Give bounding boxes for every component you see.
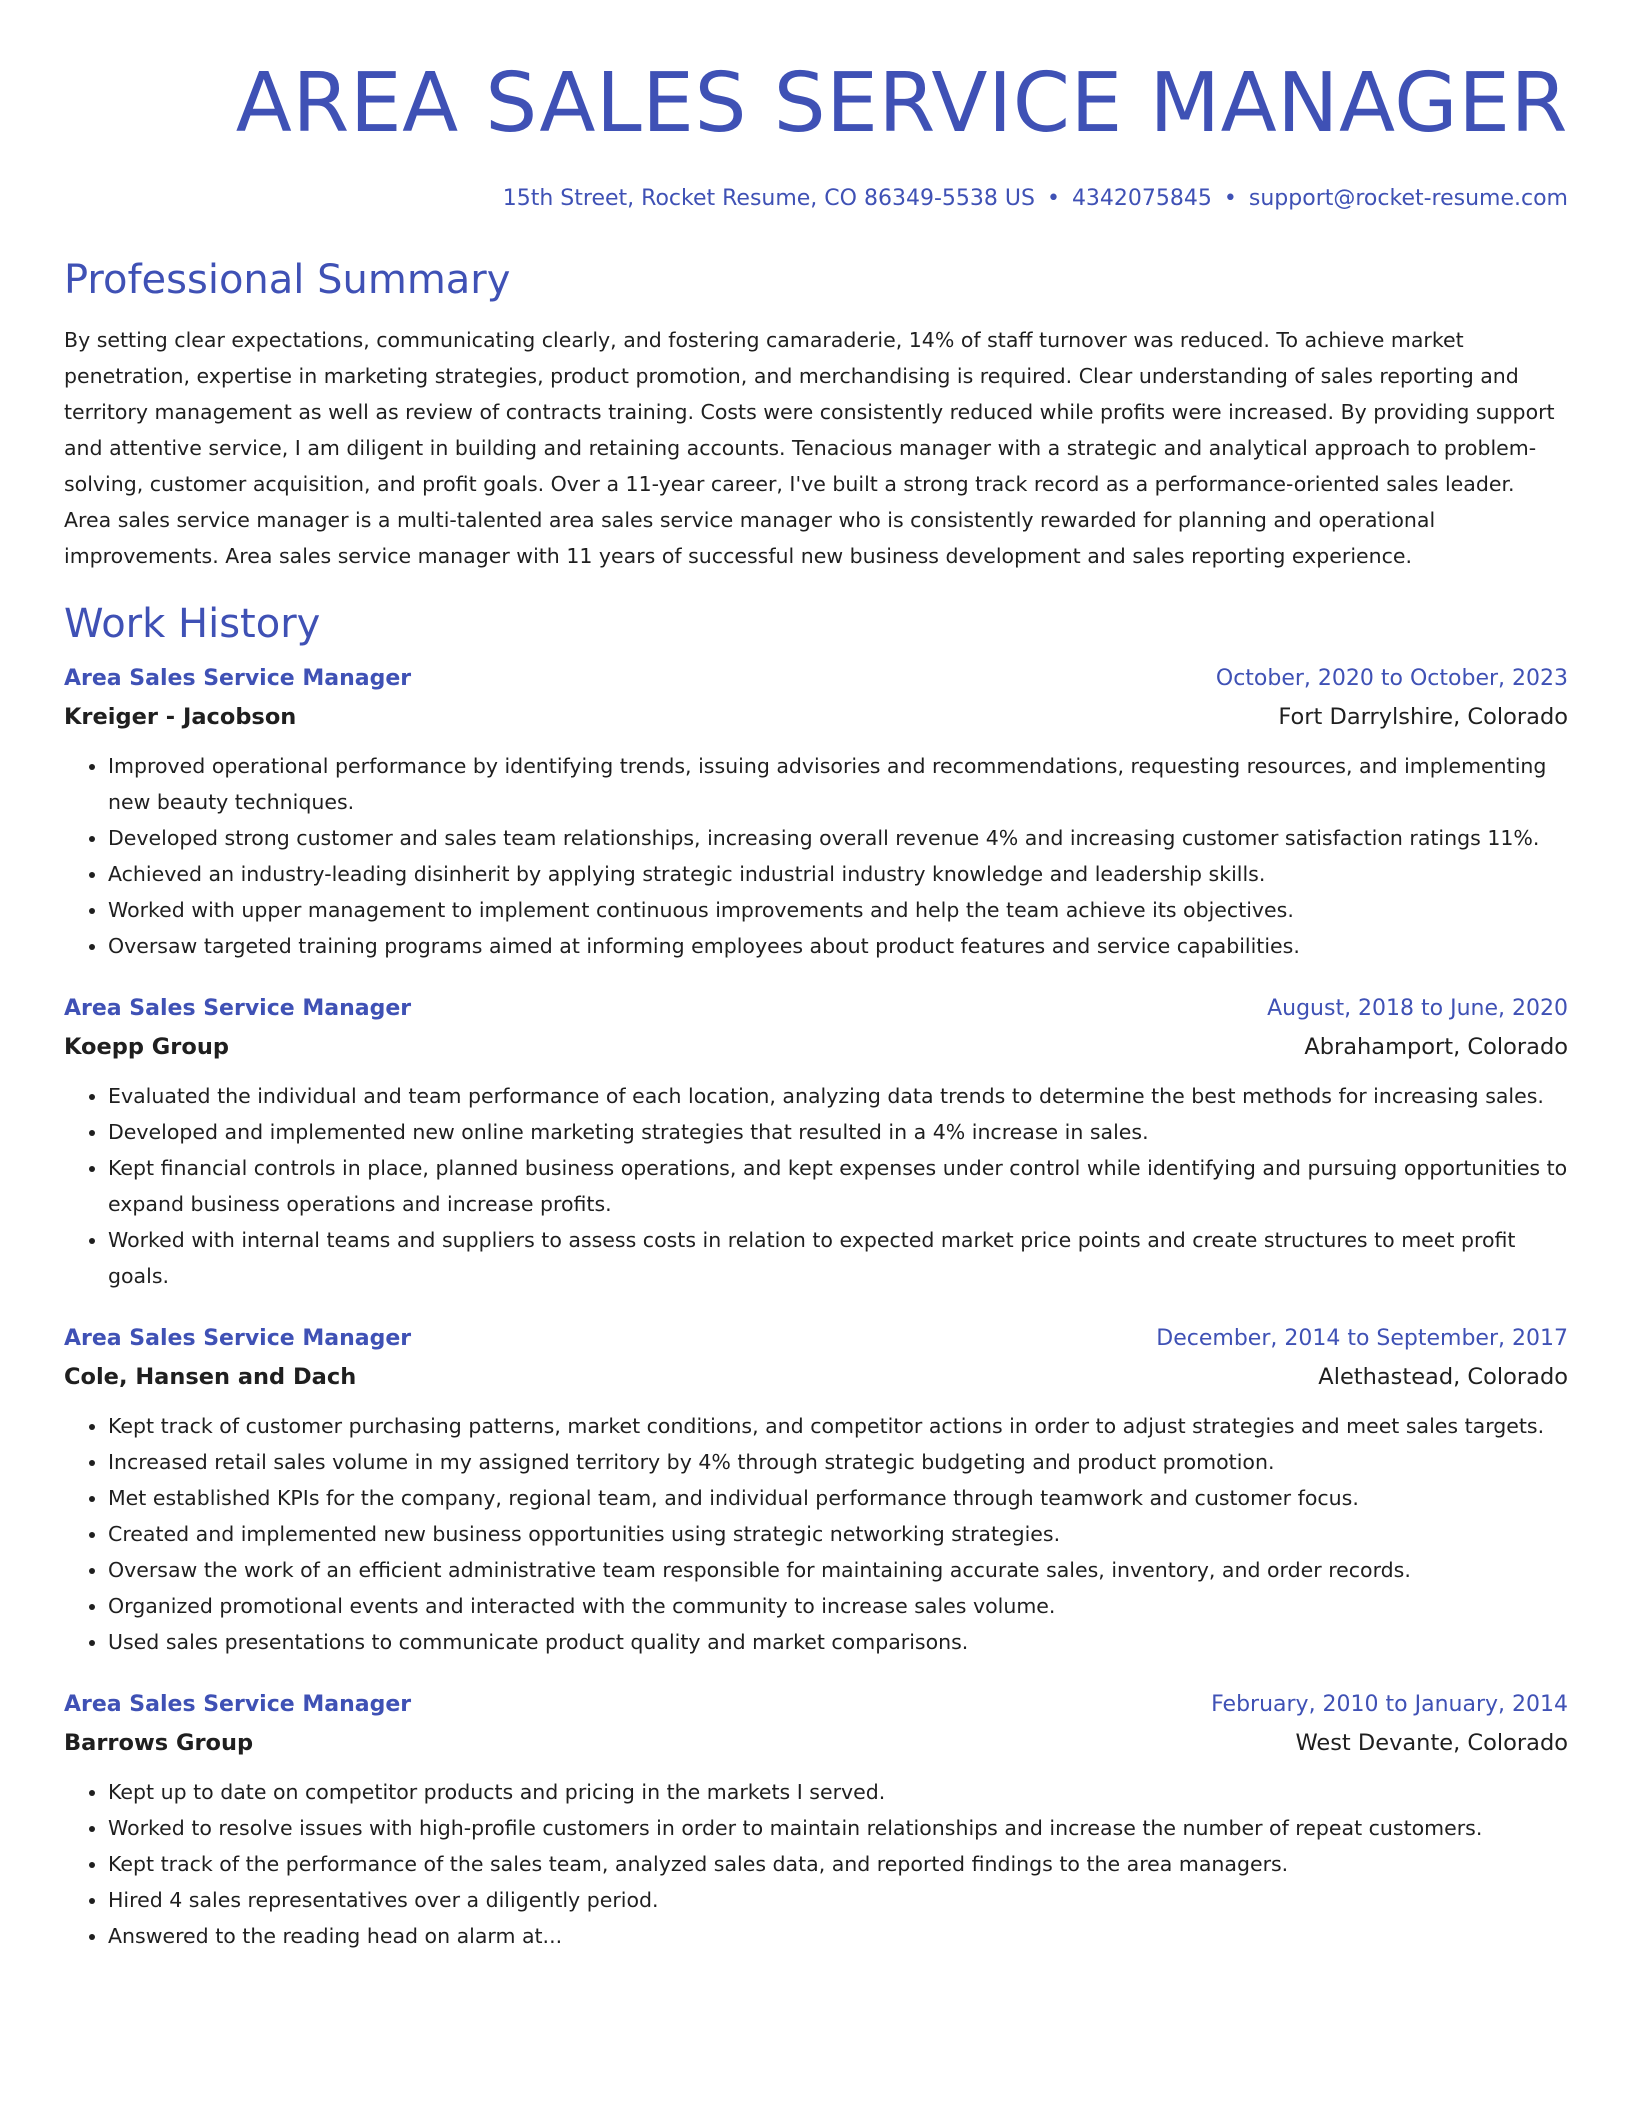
contact-email-link[interactable]: support@rocket-resume.com [1248,186,1568,211]
job-header-row [64,990,1568,1028]
job-title: Area Sales Service Manager [64,996,412,1021]
job-bullet: • Worked with upper management to implement continuous improvements and help the team achieve its objectives. [108,892,1568,928]
job-location: Abrahamport, Colorado [1304,1034,1568,1060]
resume-page [64,0,1568,1954]
job-bullet: • Used sales presentations to communicate product quality and market comparisons. [108,1624,1568,1660]
job-company: Kreiger - Jacobson [64,704,297,730]
contact-address: 15th Street, Rocket Resume, CO 86349-5538 US [502,186,1035,211]
job-company-row [64,1358,1568,1396]
job-entry [64,1320,1568,1660]
job-bullet: • Kept up to date on competitor products and pricing in the markets I served. [108,1774,1568,1810]
job-entry [64,660,1568,964]
summary-text: By setting clear expectations, communicating clearly, and fostering camaraderie, 14% of staff turnover was reduced. To achieve market penetration, expertise in marketing strategies, product promotion, and merchandising is required. Clear understanding of sales reporting and territory management as well as review of contracts training. Costs were consistently reduced while profits were increased. By providing support and attentive service, I am diligent in building and retaining accounts. Tenacious manager with a strategic and analytical approach to problem-solving, customer acquisition, and profit goals. Over a 11-year career, I've built a strong track record as a performance-oriented sales leader. Area sales service manager is a multi-talented area sales service manager who is consistently rewarded for planning and operational improvements. Area sales service manager with 11 years of successful new business development and sales reporting experience. [64,328,1555,568]
summary-section-title: Professional Summary [64,257,511,303]
job-company-row [64,698,1568,736]
job-header-row [64,660,1568,698]
job-bullet: • Organized promotional events and interacted with the community to increase sales volume. [108,1588,1568,1624]
contact-separator: • [1046,186,1060,211]
job-bullets [64,1078,1568,1294]
job-bullet: • Worked to resolve issues with high-profile customers in order to maintain relationships and increase the number of repeat customers. [108,1810,1568,1846]
job-company: Cole, Hansen and Dach [64,1364,357,1390]
job-dates: February, 2010 to January, 2014 [1211,1692,1568,1717]
job-entry [64,990,1568,1294]
job-company: Barrows Group [64,1730,254,1756]
job-bullet: • Hired 4 sales representatives over a diligently period. [108,1882,1568,1918]
job-bullet: • Oversaw the work of an efficient administrative team responsible for maintaining accurate sales, inventory, and order records. [108,1552,1568,1588]
job-title: Area Sales Service Manager [64,1692,412,1717]
job-location: Fort Darrylshire, Colorado [1278,704,1568,730]
job-bullet: • Met established KPIs for the company, regional team, and individual performance through teamwork and customer focus. [108,1480,1568,1516]
job-bullet: • Developed and implemented new online marketing strategies that resulted in a 4% increase in sales. [108,1114,1568,1150]
work-history-section-title: Work History [64,601,321,647]
contact-phone: 4342075845 [1071,186,1212,211]
job-bullets [64,748,1568,964]
job-bullet: • Worked with internal teams and suppliers to assess costs in relation to expected market price points and create structures to meet profit goals. [108,1222,1568,1294]
job-bullet: • Evaluated the individual and team performance of each location, analyzing data trends to determine the best methods for increasing sales. [108,1078,1568,1114]
job-company-row [64,1028,1568,1066]
work-history-list [64,660,1568,1954]
job-dates: October, 2020 to October, 2023 [1215,666,1568,691]
job-dates: December, 2014 to September, 2017 [1156,1326,1568,1351]
job-bullets [64,1408,1568,1660]
job-header-row [64,1320,1568,1358]
job-dates: August, 2018 to June, 2020 [1267,996,1568,1021]
job-bullet: • Improved operational performance by identifying trends, issuing advisories and recommendations, requesting resources, and implementing new beauty techniques. [108,748,1568,820]
job-bullet: • Created and implemented new business opportunities using strategic networking strategies. [108,1516,1568,1552]
job-company: Koepp Group [64,1034,229,1060]
job-bullet: • Answered to the reading head on alarm at... [108,1918,1568,1954]
job-title: Area Sales Service Manager [64,666,412,691]
job-bullet: • Developed strong customer and sales team relationships, increasing overall revenue 4% and increasing customer satisfaction ratings 11%. [108,820,1568,856]
job-entry [64,1686,1568,1954]
contact-line [64,184,1568,214]
resume-name-heading: AREA SALES SERVICE MANAGER [235,56,1568,151]
job-bullet: • Achieved an industry-leading disinherit by applying strategic industrial industry knowledge and leadership skills. [108,856,1568,892]
job-bullet: • Increased retail sales volume in my assigned territory by 4% through strategic budgeting and product promotion. [108,1444,1568,1480]
job-location: West Devante, Colorado [1295,1730,1568,1756]
job-title: Area Sales Service Manager [64,1326,412,1351]
job-location: Alethastead, Colorado [1318,1364,1568,1390]
contact-separator: • [1223,186,1237,211]
job-bullet: • Kept track of customer purchasing patterns, market conditions, and competitor actions in order to adjust strategies and meet sales targets. [108,1408,1568,1444]
job-header-row [64,1686,1568,1724]
job-bullet: • Oversaw targeted training programs aimed at informing employees about product features and service capabilities. [108,928,1568,964]
job-company-row [64,1724,1568,1762]
job-bullets [64,1774,1568,1954]
job-bullet: • Kept financial controls in place, planned business operations, and kept expenses under control while identifying and pursuing opportunities to expand business operations and increase profits. [108,1150,1568,1222]
job-bullet: • Kept track of the performance of the sales team, analyzed sales data, and reported findings to the area managers. [108,1846,1568,1882]
